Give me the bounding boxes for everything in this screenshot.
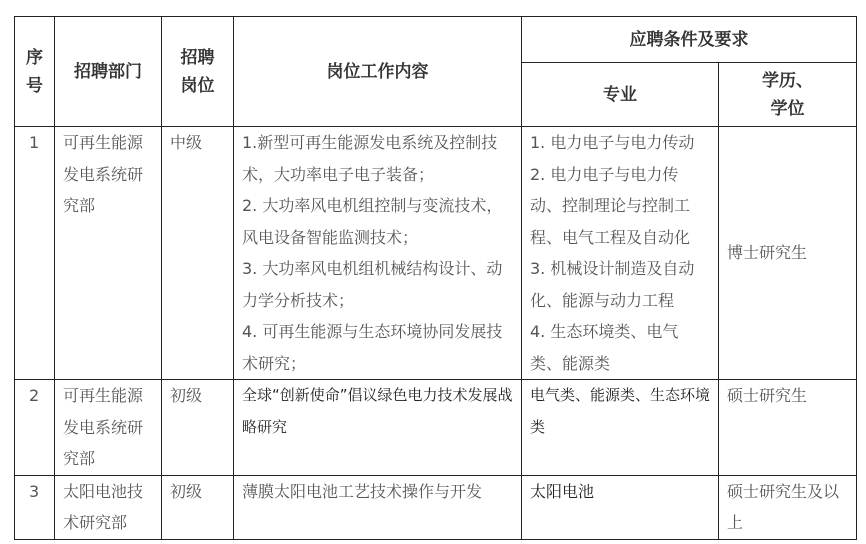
cell-major: 电气类、能源类、生态环境类	[522, 380, 719, 476]
table-header	[15, 17, 857, 127]
table-row	[15, 127, 857, 380]
cell-position: 初级	[162, 475, 234, 539]
header-major: 专业	[522, 63, 719, 127]
cell-duties: 薄膜太阳电池工艺技术操作与开发	[234, 475, 522, 539]
recruitment-table	[14, 16, 857, 540]
cell-position: 初级	[162, 380, 234, 476]
header-serial: 序 号	[15, 17, 55, 127]
cell-serial: 1	[15, 127, 55, 380]
header-requirements-group: 应聘条件及要求	[522, 17, 857, 63]
cell-department: 太阳电池技术研究部	[55, 475, 162, 539]
cell-duties: 全球“创新使命”倡议绿色电力技术发展战略研究	[234, 380, 522, 476]
cell-department: 可再生能源发电系统研究部	[55, 127, 162, 380]
cell-serial: 2	[15, 380, 55, 476]
header-position: 招聘 岗位	[162, 17, 234, 127]
header-row-1	[15, 17, 857, 63]
table-body	[15, 127, 857, 540]
cell-serial: 3	[15, 475, 55, 539]
header-degree: 学历、 学位	[719, 63, 857, 127]
table-row	[15, 475, 857, 539]
cell-major: 太阳电池	[522, 475, 719, 539]
cell-degree: 硕士研究生	[719, 380, 857, 476]
cell-major: 1. 电力电子与电力传动 2. 电力电子与电力传动、控制理论与控制工程、电气工程及自动化 3. 机械设计制造及自动化、能源与动力工程 4. 生态环境类、电气类、能源类	[522, 127, 719, 380]
cell-degree: 博士研究生	[719, 127, 857, 380]
header-department: 招聘部门	[55, 17, 162, 127]
cell-position: 中级	[162, 127, 234, 380]
cell-duties: 1.新型可再生能源发电系统及控制技术，大功率电子电子装备； 2. 大功率风电机组控制与变流技术，风电设备智能监测技术； 3. 大功率风电机组机械结构设计、动力学分析技术； 4. 可再生能源与生态环境协同发展技术研究；	[234, 127, 522, 380]
cell-department: 可再生能源发电系统研究部	[55, 380, 162, 476]
header-duties: 岗位工作内容	[234, 17, 522, 127]
cell-degree: 硕士研究生及以上	[719, 475, 857, 539]
table-row	[15, 380, 857, 476]
